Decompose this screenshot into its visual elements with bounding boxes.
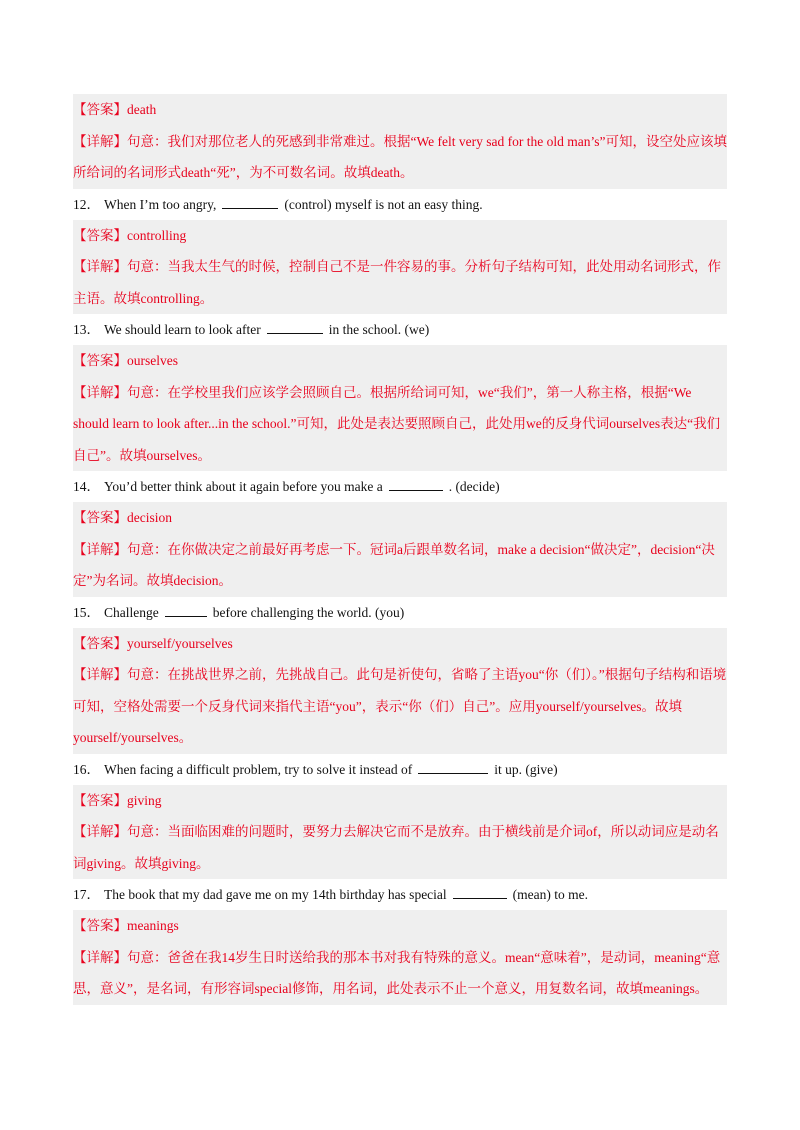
- detail-text: 句意：爸爸在我14岁生日时送给我的那本书对我有特殊的意义。mean“意味着”，是动词，meaning“意思，意义”，是名词，有形容词special修饰，用名词，此处表示不止一个意义，用复数名词，故填meanings。: [73, 949, 721, 996]
- detail-line: [73, 816, 727, 879]
- answer-line: [73, 94, 727, 126]
- answer-text: decision: [127, 510, 172, 525]
- answer-blank: [389, 478, 443, 491]
- detail-text: 句意：在学校里我们应该学会照顾自己。根据所给词可知，we“我们”，第一人称主格，根据“We should learn to look after...in the school.”可知，此处是表达要照顾自己，此处用we的反身代词ourselves表达“我们自己”。故填ourselves。: [73, 384, 721, 463]
- answer-tag: 【答案】: [73, 353, 127, 368]
- question-text-after: it up. (give): [494, 761, 558, 777]
- answer-line: [73, 220, 727, 252]
- answer-text: meanings: [127, 918, 179, 933]
- question-text-before: When facing a difficult problem, try to solve it instead of: [104, 761, 413, 777]
- detail-tag: 【详解】: [73, 824, 127, 839]
- detail-text: 句意：我们对那位老人的死感到非常难过。根据“We felt very sad for the old man’s”可知，设空处应该填所给词的名词形式death“死”，为不可数名词。故填death。: [73, 133, 727, 180]
- question-text-after: . (decide): [448, 479, 500, 494]
- detail-line: [73, 942, 727, 1005]
- question-number: 17．: [73, 887, 100, 902]
- answer-block: [73, 785, 727, 880]
- detail-tag: 【详解】: [73, 541, 127, 557]
- question-number: 15．: [73, 604, 100, 620]
- detail-line: [73, 659, 727, 754]
- question-14: [73, 471, 727, 502]
- answer-blank: [165, 604, 207, 617]
- answer-line: [73, 628, 727, 660]
- question-text-after: (control) myself is not an easy thing.: [284, 196, 483, 212]
- answer-block: [73, 94, 727, 189]
- question-text-before: You’d better think about it again before you make a: [104, 479, 383, 494]
- detail-tag: 【详解】: [73, 949, 127, 965]
- question-text-before: When I’m too angry,: [104, 196, 217, 212]
- question-text-before: The book that my dad gave me on my 14th birthday has special: [104, 887, 447, 902]
- detail-text: 句意：当我太生气的时候，控制自己不是一件容易的事。分析句子结构可知，此处用动名词形式，作主语。故填controlling。: [73, 259, 721, 306]
- question-text-before: We should learn to look after: [104, 322, 261, 337]
- document-content: [73, 94, 727, 1005]
- question-13: [73, 314, 727, 345]
- answer-blank: [418, 761, 488, 774]
- answer-tag: 【答案】: [73, 792, 127, 808]
- detail-tag: 【详解】: [73, 133, 127, 149]
- answer-text: controlling: [127, 227, 187, 243]
- question-number: 14．: [73, 479, 100, 494]
- answer-text: ourselves: [127, 353, 178, 368]
- answer-tag: 【答案】: [73, 227, 127, 243]
- detail-line: [73, 126, 727, 189]
- question-number: 16．: [73, 761, 100, 777]
- answer-text: yourself/yourselves: [127, 635, 233, 651]
- detail-line: [73, 377, 727, 472]
- question-12: [73, 189, 727, 220]
- answer-line: [73, 785, 727, 817]
- answer-tag: 【答案】: [73, 635, 127, 651]
- detail-text: 句意：在你做决定之前最好再考虑一下。冠词a后跟单数名词，make a decision“做决定”，decision“决定”为名词。故填decision。: [73, 541, 715, 588]
- answer-block: [73, 220, 727, 315]
- answer-line: [73, 910, 727, 942]
- answer-block: [73, 910, 727, 1005]
- question-text-after: before challenging the world. (you): [212, 604, 405, 620]
- answer-blank: [453, 886, 507, 899]
- detail-tag: 【详解】: [73, 259, 127, 274]
- question-text-before: Challenge: [104, 604, 159, 620]
- detail-tag: 【详解】: [73, 667, 127, 682]
- answer-block: [73, 502, 727, 597]
- detail-text: 句意：在挑战世界之前，先挑战自己。此句是祈使句，省略了主语you“你（们）。”根据句子结构和语境可知，空格处需要一个反身代词来指代主语“you”，表示“你（们）自己”。应用yourself/yourselves。故填yourself/yourselves。: [73, 667, 727, 745]
- answer-blank: [222, 196, 278, 209]
- answer-tag: 【答案】: [73, 102, 127, 117]
- detail-line: [73, 534, 727, 597]
- question-number: 12．: [73, 196, 100, 212]
- answer-blank: [267, 321, 323, 334]
- answer-tag: 【答案】: [73, 918, 127, 933]
- answer-text: death: [127, 102, 157, 117]
- answer-block: [73, 628, 727, 754]
- detail-tag: 【详解】: [73, 384, 127, 400]
- answer-block: [73, 345, 727, 471]
- question-number: 13．: [73, 322, 100, 337]
- answer-line: [73, 345, 727, 377]
- question-16: [73, 754, 727, 785]
- answer-line: [73, 502, 727, 534]
- question-15: [73, 597, 727, 628]
- detail-line: [73, 251, 727, 314]
- question-text-after: (mean) to me.: [512, 887, 589, 902]
- question-text-after: in the school. (we): [328, 322, 430, 337]
- answer-text: giving: [127, 792, 162, 808]
- detail-text: 句意：当面临困难的问题时，要努力去解决它而不是放弃。由于横线前是介词of，所以动词应是动名词giving。故填giving。: [73, 824, 719, 871]
- question-17: [73, 879, 727, 910]
- answer-tag: 【答案】: [73, 510, 127, 525]
